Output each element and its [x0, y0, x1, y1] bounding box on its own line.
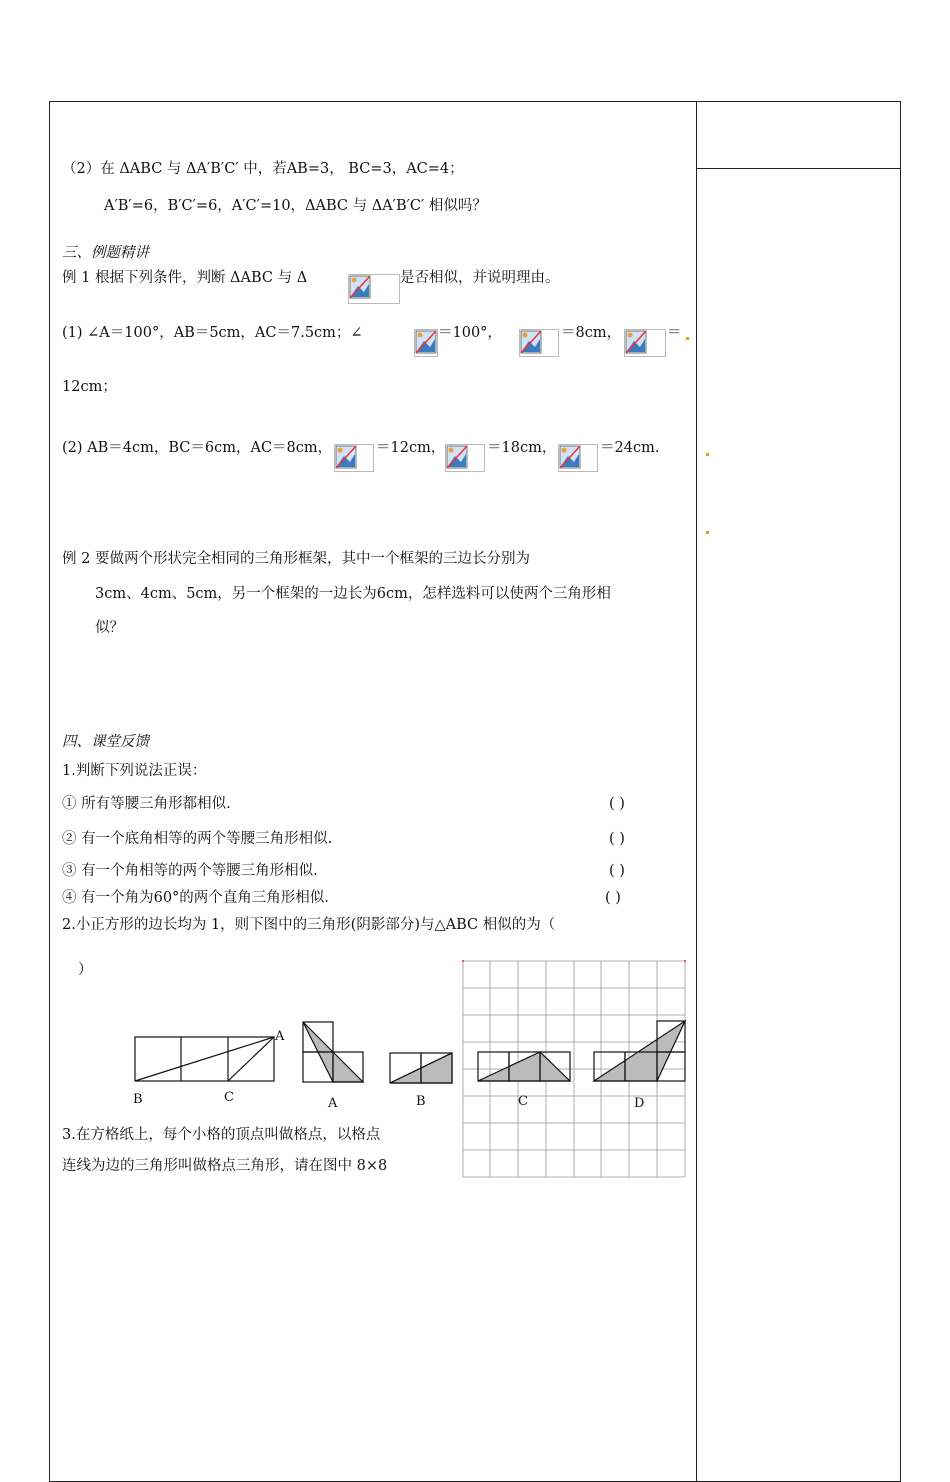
label-option-c: C	[518, 1094, 528, 1109]
label-vertex-b: B	[133, 1092, 143, 1107]
answer-paren-2: ( )	[609, 831, 625, 847]
ex1-part1-e: 12cm；	[62, 379, 117, 395]
answer-paren-3: ( )	[609, 863, 625, 879]
feedback-q1: 1.判断下列说法正误：	[62, 763, 207, 779]
ex2-line-3: 似？	[95, 620, 124, 636]
option-b-figure	[390, 1053, 452, 1083]
ex1-part1-d: ＝	[667, 325, 682, 341]
ex1-intro-b: 是否相似，并说明理由。	[400, 270, 560, 286]
q2-line-2: A′B′=6，B′C′=6，A′C′=10，ΔABC 与 ΔA′B′C′ 相似吗？	[104, 198, 487, 214]
option-a-figure	[303, 1022, 363, 1082]
label-option-b: B	[416, 1094, 426, 1109]
section-4-title: 四、课堂反馈	[62, 734, 149, 750]
feedback-q3-line-1: 3.在方格纸上，每个小格的顶点叫做格点，以格点	[62, 1127, 381, 1143]
option-d-figure	[594, 1021, 685, 1081]
label-vertex-a: A	[275, 1029, 285, 1044]
answer-paren-1: ( )	[609, 796, 625, 812]
ex1-part2-d: ＝24cm.	[600, 440, 660, 456]
ex1-part2-b: ＝12cm，	[376, 440, 446, 456]
feedback-item-1: ① 所有等腰三角形都相似.	[62, 796, 231, 812]
feedback-q3-line-2: 连线为边的三角形叫做格点三角形，请在图中 8×8	[62, 1158, 388, 1174]
feedback-q2-line-2: ）	[78, 962, 93, 978]
label-option-a: A	[328, 1096, 338, 1111]
ex1-part1-a: (1) ∠A＝100°，AB＝5cm，AC＝7.5cm；∠	[62, 325, 363, 341]
label-vertex-c: C	[224, 1090, 234, 1105]
ex1-intro-a: 例 1 根据下列条件，判断 ΔABC 与 Δ	[62, 270, 308, 286]
ex1-part1-b: ＝100°，	[438, 325, 502, 341]
section-3-title: 三、例题精讲	[62, 245, 149, 261]
ex2-line-2: 3cm、4cm、5cm，另一个框架的一边长为6cm，怎样选料可以使两个三角形相	[95, 586, 611, 602]
ex2-line-1: 例 2 要做两个形状完全相同的三角形框架，其中一个框架的三边长分别为	[62, 551, 530, 567]
answer-paren-4: ( )	[605, 890, 621, 906]
feedback-item-4: ④ 有一个角为60°的两个直角三角形相似.	[62, 890, 329, 906]
ex1-part1-c: ＝8cm，	[561, 325, 622, 341]
q2-line-1: （2）在 ΔABC 与 ΔA′B′C′ 中，若AB=3， BC=3，AC=4；	[62, 161, 464, 177]
ex1-part2-a: (2) AB＝4cm，BC＝6cm，AC＝8cm，	[62, 440, 333, 456]
option-c-figure	[478, 1052, 570, 1081]
feedback-item-3: ③ 有一个角相等的两个等腰三角形相似.	[62, 863, 318, 879]
label-option-d: D	[634, 1096, 645, 1111]
feedback-item-2: ② 有一个底角相等的两个等腰三角形相似.	[62, 831, 333, 847]
ex1-part2-c: ＝18cm，	[487, 440, 557, 456]
reference-figure	[135, 1037, 274, 1081]
feedback-q2-line-1: 2.小正方形的边长均为 1，则下图中的三角形(阴影部分)与△ABC 相似的为（	[62, 917, 556, 933]
